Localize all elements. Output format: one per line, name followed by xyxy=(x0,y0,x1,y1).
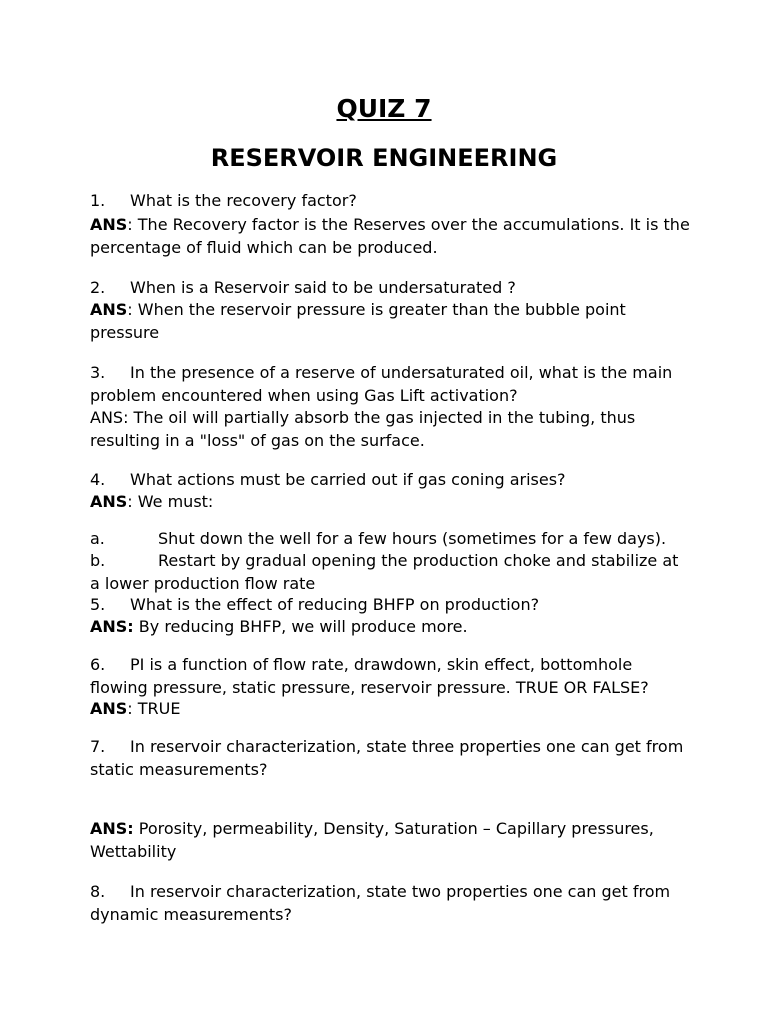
question-2 xyxy=(90,276,690,299)
list-text: Shut down the well for a few hours (sometimes for a few days). xyxy=(158,529,667,548)
question-number: 3. xyxy=(90,363,106,382)
list-marker: b. xyxy=(90,551,106,570)
question-text: What actions must be carried out if gas coning arises? xyxy=(130,470,566,489)
question-text: In reservoir characterization, state two properties one can get from dynamic measurements? xyxy=(90,882,671,924)
answer-text: : When the reservoir pressure is greater than the bubble point pressure xyxy=(90,300,626,342)
answer-4 xyxy=(90,490,690,513)
question-text: What is the effect of reducing BHFP on production? xyxy=(130,595,540,614)
question-text: When is a Reservoir said to be undersaturated ? xyxy=(130,278,516,297)
list-item-a xyxy=(90,527,690,550)
answer-label: ANS xyxy=(90,699,128,718)
answer-label: ANS: xyxy=(90,819,134,838)
answer-label: ANS xyxy=(90,492,128,511)
list-text: Restart by gradual opening the production choke and stabilize at a lower production flow rate xyxy=(90,551,679,593)
question-1 xyxy=(90,189,690,212)
question-3 xyxy=(90,361,690,407)
question-text: What is the recovery factor? xyxy=(130,191,357,210)
list-item-b xyxy=(90,549,690,595)
answer-5 xyxy=(90,615,690,638)
question-number: 6. xyxy=(90,655,106,674)
question-7 xyxy=(90,735,690,781)
answer-text: : The Recovery factor is the Reserves over the accumulations. It is the percentage of fluid which can be produced. xyxy=(90,215,690,257)
question-4 xyxy=(90,468,690,491)
question-number: 8. xyxy=(90,882,106,901)
answer-2 xyxy=(90,298,690,344)
answer-text: ANS: The oil will partially absorb the gas injected in the tubing, thus resulting in a "loss" of gas on the surface. xyxy=(90,408,636,450)
question-text: PI is a function of flow rate, drawdown, skin effect, bottomhole flowing pressure, static pressure, reservoir pressure. TRUE OR FALSE? xyxy=(90,655,649,697)
answer-label: ANS: xyxy=(90,617,134,636)
answer-text: Porosity, permeability, Density, Saturation – Capillary pressures, Wettability xyxy=(90,819,654,861)
list-marker: a. xyxy=(90,529,105,548)
page-title: QUIZ 7 xyxy=(336,94,432,123)
question-text: In the presence of a reserve of undersaturated oil, what is the main problem encountered when using Gas Lift activation? xyxy=(90,363,673,405)
question-5 xyxy=(90,593,690,616)
answer-3 xyxy=(90,406,690,452)
answer-1 xyxy=(90,213,690,259)
answer-text: By reducing BHFP, we will produce more. xyxy=(133,617,468,636)
answer-text: : TRUE xyxy=(127,699,181,718)
answer-label: ANS xyxy=(90,300,128,319)
answer-7 xyxy=(90,817,690,863)
answer-label: ANS xyxy=(90,215,128,234)
question-number: 5. xyxy=(90,595,106,614)
question-8 xyxy=(90,880,690,926)
question-number: 7. xyxy=(90,737,106,756)
page-subtitle: RESERVOIR ENGINEERING xyxy=(210,144,558,172)
question-number: 2. xyxy=(90,278,106,297)
question-text: In reservoir characterization, state three properties one can get from static measurements? xyxy=(90,737,684,779)
answer-6 xyxy=(90,697,690,720)
question-number: 1. xyxy=(90,191,106,210)
question-number: 4. xyxy=(90,470,106,489)
answer-text: : We must: xyxy=(127,492,214,511)
question-6 xyxy=(90,653,690,699)
